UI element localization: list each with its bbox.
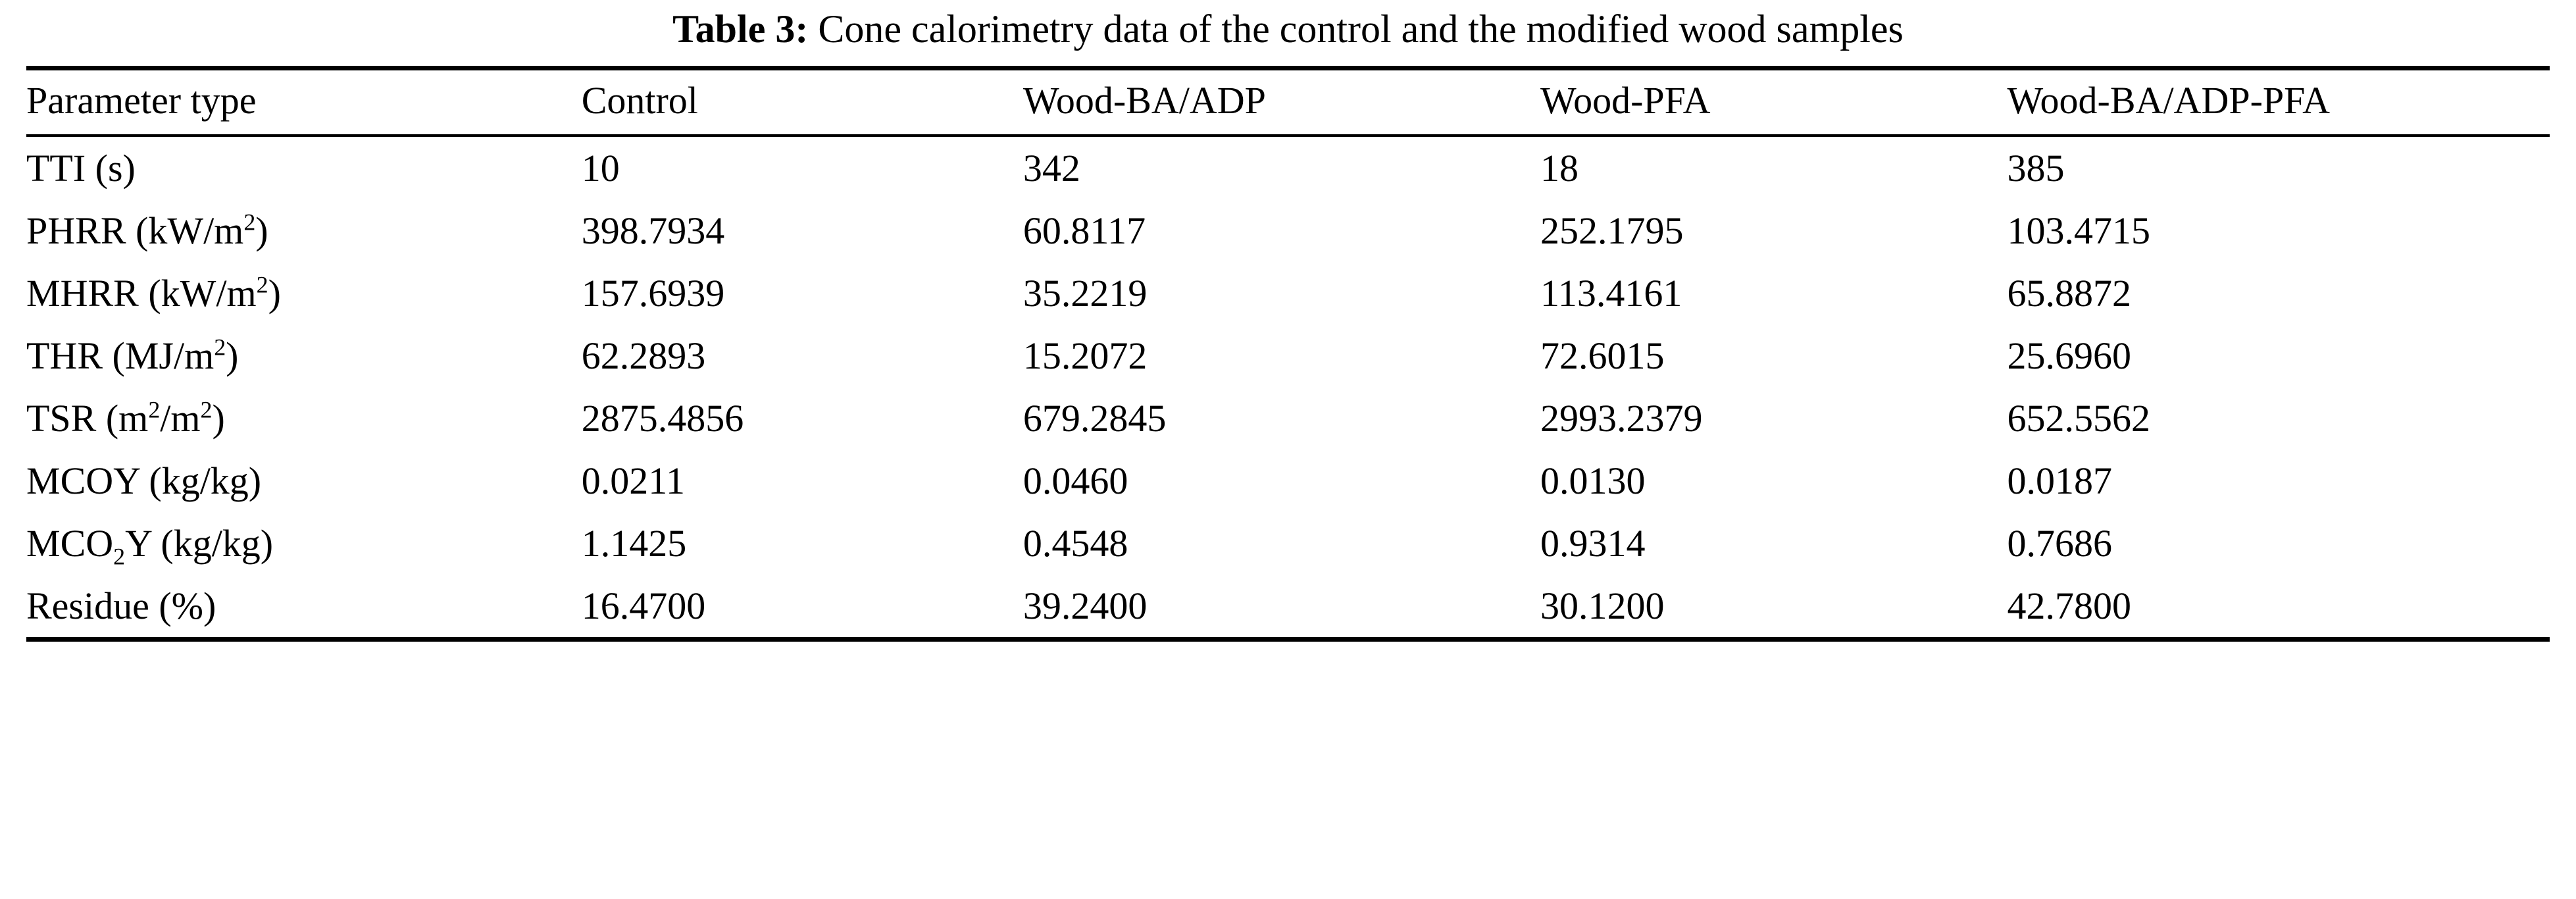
row-label-text: Residue (%) bbox=[26, 584, 216, 627]
cell-mco2y-wood-pfa: 0.9314 bbox=[1540, 522, 1646, 565]
row-label-text: PHRR $(kW/m^2)$ bbox=[26, 209, 268, 252]
row-label-text: MHRR $(kW/m^2)$ bbox=[26, 271, 281, 315]
row-label-text: MCOY (kg/kg) bbox=[26, 459, 262, 502]
table-bottom-rule bbox=[26, 637, 2550, 642]
row-label-text: TSR $(m^2/m^2)$ bbox=[26, 396, 225, 440]
cell-residue-control: 16.4700 bbox=[581, 584, 706, 627]
cell-tsr-control: 2875.4856 bbox=[581, 397, 744, 440]
table-caption-label: Table 3: bbox=[672, 7, 809, 51]
row-label-mhrr bbox=[26, 262, 582, 324]
cell-residue-wood-pfa: 30.1200 bbox=[1540, 584, 1665, 627]
cell-mhrr-wood-ba-adp-pfa: 65.8872 bbox=[2007, 272, 2131, 315]
cell-residue-wood-ba-adp: 39.2400 bbox=[1023, 584, 1148, 627]
table-body bbox=[26, 136, 2550, 637]
table-row bbox=[26, 199, 2550, 262]
cell-mcoy-control: 0.0211 bbox=[581, 459, 686, 502]
cell-phrr-control: 398.7934 bbox=[581, 209, 725, 252]
row-label-mcoy bbox=[26, 450, 582, 512]
cell-tti-control: 10 bbox=[582, 136, 1023, 199]
cell-mco2y-wood-ba-adp-pfa: 0.7686 bbox=[2007, 522, 2112, 565]
row-label-text: $MCO_2Y$ (kg/kg) bbox=[26, 522, 274, 570]
table-caption-text: Cone calorimetry data of the control and the modified wood samples bbox=[818, 7, 1904, 51]
cell-tsr-wood-ba-adp: 679.2845 bbox=[1023, 397, 1167, 440]
row-label-text: TTI (s) bbox=[26, 147, 136, 190]
table-row bbox=[26, 512, 2550, 575]
row-label-mco2y bbox=[26, 512, 582, 575]
cell-mhrr-wood-pfa: 113.4161 bbox=[1540, 272, 1682, 315]
cell-tti-wood-pfa: 18 bbox=[1540, 136, 2007, 199]
cell-mcoy-wood-ba-adp-pfa: 0.0187 bbox=[2007, 459, 2112, 502]
cell-phrr-wood-ba-adp-pfa: 103.4715 bbox=[2007, 209, 2150, 252]
table-row bbox=[26, 324, 2550, 387]
column-header-parameter-type: Parameter type bbox=[26, 68, 582, 136]
cell-tti-wood-ba-adp-pfa: 385 bbox=[2007, 136, 2550, 199]
cell-mcoy-wood-pfa: 0.0130 bbox=[1540, 459, 1646, 502]
table-row bbox=[26, 575, 2550, 637]
cell-mco2y-control: 1.1425 bbox=[581, 522, 687, 565]
cell-mhrr-wood-ba-adp: 35.2219 bbox=[1023, 272, 1148, 315]
column-header-control: Control bbox=[582, 68, 1023, 136]
table-row bbox=[26, 136, 2550, 199]
row-label-residue bbox=[26, 575, 582, 637]
row-label-tti bbox=[26, 136, 582, 199]
column-header-wood-pfa: Wood-PFA bbox=[1540, 68, 2007, 136]
cell-mco2y-wood-ba-adp: 0.4548 bbox=[1023, 522, 1128, 565]
table-row bbox=[26, 387, 2550, 450]
cell-tsr-wood-ba-adp-pfa: 652.5562 bbox=[2007, 397, 2150, 440]
cone-calorimetry-table bbox=[26, 66, 2550, 637]
cell-residue-wood-ba-adp-pfa: 42.7800 bbox=[2007, 584, 2131, 627]
table-header bbox=[26, 68, 2550, 136]
cell-thr-wood-ba-adp: 15.2072 bbox=[1023, 334, 1148, 377]
cell-mcoy-wood-ba-adp: 0.0460 bbox=[1023, 459, 1128, 502]
column-header-wood-ba-adp: Wood-BA/ADP bbox=[1023, 68, 1540, 136]
table-caption bbox=[26, 0, 2550, 66]
cell-mhrr-control: 157.6939 bbox=[581, 272, 725, 315]
row-label-thr bbox=[26, 324, 582, 387]
row-label-tsr bbox=[26, 387, 582, 450]
table-header-row bbox=[26, 68, 2550, 136]
column-header-wood-ba-adp-pfa: Wood-BA/ADP-PFA bbox=[2007, 68, 2550, 136]
cell-tsr-wood-pfa: 2993.2379 bbox=[1540, 397, 1703, 440]
table-row bbox=[26, 450, 2550, 512]
cell-phrr-wood-ba-adp: 60.8117 bbox=[1023, 209, 1146, 252]
cell-phrr-wood-pfa: 252.1795 bbox=[1540, 209, 1684, 252]
cell-thr-wood-ba-adp-pfa: 25.6960 bbox=[2007, 334, 2131, 377]
cell-thr-wood-pfa: 72.6015 bbox=[1540, 334, 1665, 377]
table-row bbox=[26, 262, 2550, 324]
cell-thr-control: 62.2893 bbox=[581, 334, 706, 377]
cell-tti-wood-ba-adp: 342 bbox=[1023, 136, 1540, 199]
row-label-text: THR $(MJ/m^2)$ bbox=[26, 334, 239, 377]
row-label-phrr bbox=[26, 199, 582, 262]
